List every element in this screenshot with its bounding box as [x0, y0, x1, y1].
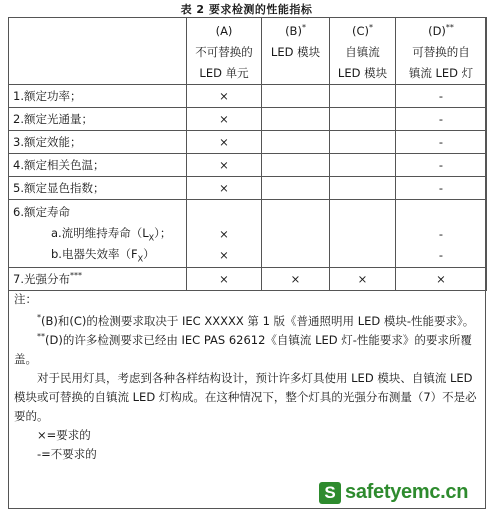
cell-d: -: [396, 177, 487, 200]
header-col-c: (C)* 自镇流 LED 模块: [330, 18, 396, 85]
cell-a: ×: [187, 108, 262, 131]
table-caption: 表 2 要求检测的性能指标: [180, 3, 313, 16]
cell-d: -: [396, 108, 487, 131]
watermark: [319, 480, 468, 505]
cell-a: ×: [187, 154, 262, 177]
cell-d: ×: [396, 268, 487, 291]
notes-title: 注：: [14, 292, 37, 306]
row-label: 7.光强分布***: [9, 268, 187, 291]
row-label: 4.额定相关色温；: [9, 154, 187, 177]
row-label-lifetime: 6.额定寿命 a.流明维持寿命$(L_X)$； b.电器失效率$(F_X)$: [9, 200, 187, 268]
cell-c: ×: [330, 268, 396, 291]
header-col-a: (A) 不可替换的 LED 单元: [187, 18, 262, 85]
note-2: **(D)的许多检测要求已经由 IEC PAS 62612《自镇流 LED 灯-性能要求》的要求所覆盖。: [14, 332, 472, 366]
cell-d: -: [396, 131, 487, 154]
header-col-b: (B)* LED 模块: [262, 18, 330, 85]
cell-d: -: [396, 154, 487, 177]
cell-a: ×: [187, 268, 262, 291]
cell-b: ×: [262, 268, 330, 291]
legend-required: ×=要求的: [37, 428, 91, 442]
cell-d: - -: [396, 200, 487, 268]
cell-a: ×: [187, 177, 262, 200]
legend-not-required: -=不要求的: [37, 447, 97, 461]
header-col-d: (D)** 可替换的自 镇流 LED 灯: [396, 18, 487, 85]
cell-a: × ×: [187, 200, 262, 268]
row-label: 3.额定效能；: [9, 131, 187, 154]
watermark-logo-icon: S: [319, 482, 341, 504]
cell-a: ×: [187, 131, 262, 154]
watermark-text: safetyemc.cn: [345, 481, 469, 503]
row-label: 2.额定光通量；: [9, 108, 187, 131]
note-1: *(B)和(C)的检测要求取决于 IEC XXXXX 第 1 版《普通照明用 LED 模块-性能要求》。: [37, 313, 475, 328]
cell-d: -: [396, 85, 487, 108]
row-label: 1.额定功率；: [9, 85, 187, 108]
note-3: 对于民用灯具，考虑到各种各样结构设计，预计许多灯具使用 LED 模块、自镇流 LED 模块或可替换的自镇流 LED 灯构成。在这种情况下，整个灯具的光强分布测量（7）不是必要的。: [14, 371, 477, 423]
notes-section: [14, 290, 480, 464]
row-label: 5.额定显色指数；: [9, 177, 187, 200]
cell-a: ×: [187, 85, 262, 108]
